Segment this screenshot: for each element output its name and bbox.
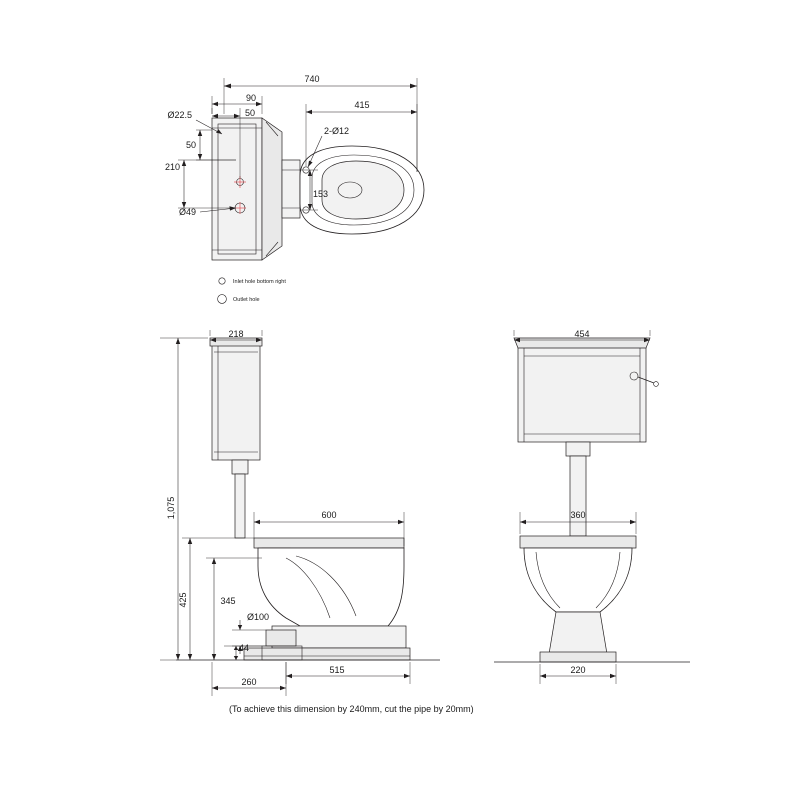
side-seat-rim — [254, 538, 404, 548]
dim-front-454 — [514, 329, 650, 342]
top-cistern-chamfer — [262, 118, 282, 260]
dim-front-220-label: 220 — [570, 665, 586, 675]
dim-top-740-label: 740 — [304, 74, 320, 84]
dim-top-210-label: 210 — [164, 162, 180, 172]
front-view-group — [494, 329, 690, 684]
dim-side-1075-label: 1,075 — [166, 496, 176, 520]
drawing-note: (To achieve this dimension by 240mm, cut the pipe by 20mm) — [229, 704, 474, 714]
front-flush-pipe — [570, 456, 586, 536]
dim-side-1075 — [160, 338, 208, 660]
dim-side-515 — [286, 662, 410, 684]
dim-side-600-label: 600 — [321, 510, 337, 520]
dim-top-50-vertical-label: 50 — [185, 140, 196, 150]
side-bowl-profile — [258, 548, 404, 626]
side-foot-base — [244, 648, 410, 660]
dim-front-454-label: 454 — [574, 329, 590, 339]
dim-top-50-horizontal-label: 50 — [244, 108, 256, 118]
front-cistern-lid — [514, 338, 650, 348]
front-flush-collar — [566, 442, 590, 456]
dim-side-515-label: 515 — [329, 665, 345, 675]
dim-side-425-label: 425 — [178, 592, 188, 608]
dim-side-260-label: 260 — [241, 677, 257, 687]
dim-side-218-label: 218 — [228, 329, 244, 339]
dim-front-360-label: 360 — [570, 510, 586, 520]
side-cistern-lid — [210, 338, 262, 346]
legend-inlet-icon — [219, 278, 225, 284]
top-pan-connector — [282, 160, 300, 218]
dim-front-220 — [540, 664, 616, 684]
side-flush-collar — [232, 460, 248, 474]
dim-top-2-dia-12-label: 2-Ø12 — [324, 126, 350, 136]
side-flush-pipe — [235, 474, 245, 538]
dim-top-90-label: 90 — [245, 93, 257, 103]
legend-inlet-label: Inlet hole bottom right — [233, 279, 286, 285]
front-seat-rim — [520, 536, 636, 548]
dim-side-218 — [210, 329, 262, 342]
front-foot-base — [540, 652, 616, 662]
dim-top-415-label: 415 — [354, 100, 370, 110]
side-outlet-socket — [266, 630, 296, 646]
side-view-group — [160, 329, 440, 696]
dim-top-dia-49-label: Ø49 — [178, 207, 196, 217]
dim-side-44-label: 44 — [238, 643, 250, 653]
top-cistern-outline — [212, 118, 262, 260]
dim-side-dia-100-label: Ø100 — [246, 612, 270, 622]
legend-group — [218, 278, 287, 304]
front-cistern-body — [518, 346, 646, 442]
front-flush-lever-knob — [654, 382, 659, 387]
dim-side-425 — [178, 538, 254, 660]
dim-side-345 — [206, 558, 262, 660]
top-view-group — [165, 74, 424, 303]
side-cistern-body — [212, 344, 260, 460]
legend-outlet-icon — [218, 295, 227, 304]
legend-outlet-label: Outlet hole — [233, 297, 260, 303]
dim-top-153-label: 153 — [313, 189, 329, 199]
front-bowl-body — [524, 548, 632, 612]
dim-top-dia-22-5-label: Ø22.5 — [167, 110, 192, 120]
dim-side-345-label: 345 — [220, 596, 236, 606]
top-bowl-aperture — [322, 161, 404, 219]
dim-side-260 — [212, 662, 286, 696]
